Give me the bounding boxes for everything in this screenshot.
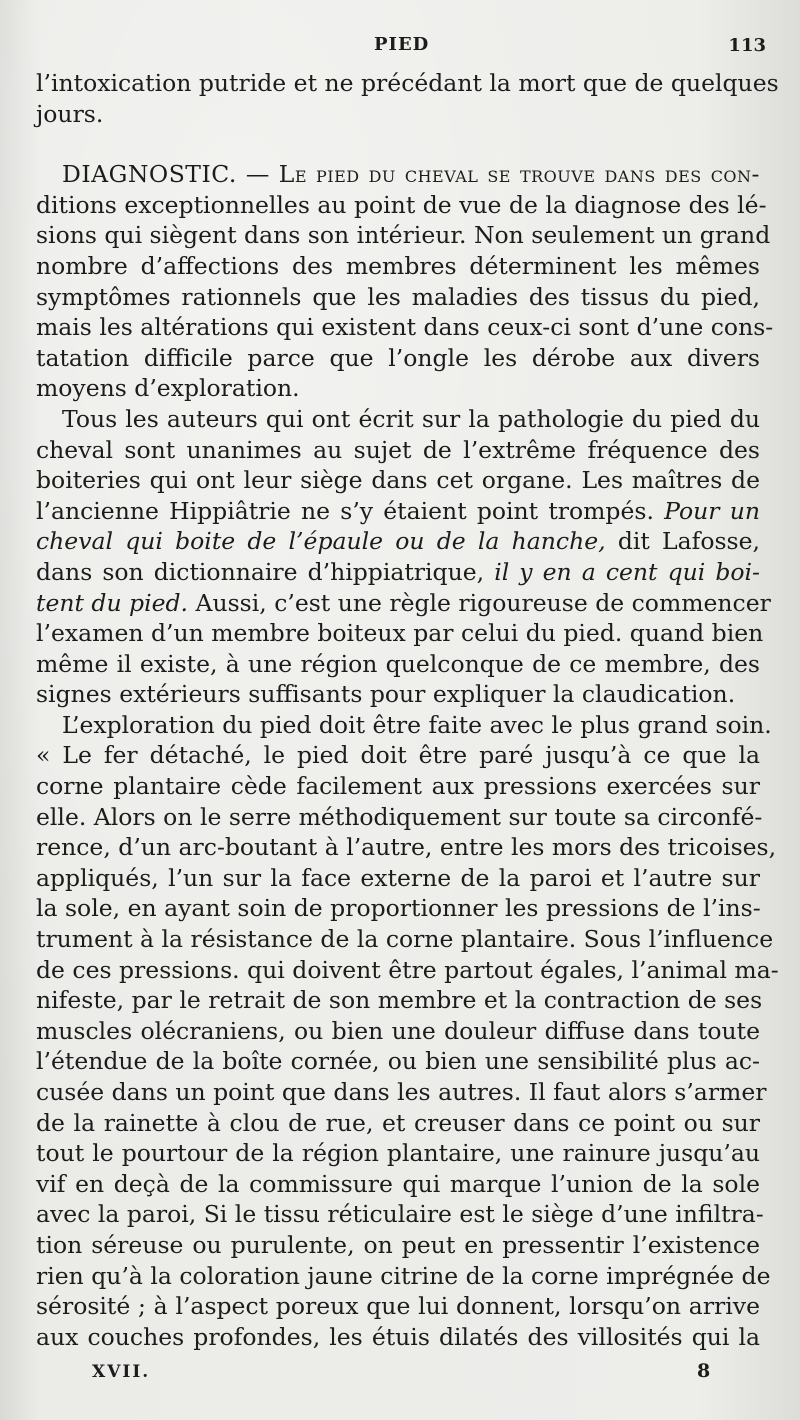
quotation-italic: il y en a cent qui boi- bbox=[494, 557, 760, 586]
quotation-italic: tent du pied. bbox=[36, 588, 189, 617]
text-line: elle. Alors on le serre méthodiquement sur toute sa circonfé- bbox=[36, 802, 763, 831]
text-line bbox=[36, 526, 760, 557]
text-line: muscles olécraniens, ou bien une douleur diffuse dans toute bbox=[36, 1016, 760, 1045]
text-line: l’intoxication putride et ne précédant la mort que de quelques bbox=[36, 69, 779, 97]
text-line: jours. bbox=[36, 99, 104, 128]
text-line: même il existe, à une région quelconque de ce membre, des bbox=[36, 649, 760, 678]
body-text bbox=[36, 68, 779, 1352]
text-line: l’étendue de la boîte cornée, ou bien une sensibilité plus ac- bbox=[36, 1047, 760, 1076]
text-line: cusée dans un point que dans les autres. Il faut alors s’armer bbox=[36, 1078, 767, 1106]
text-line: aux couches profondes, les étuis dilatés des villosités qui la bbox=[36, 1322, 760, 1351]
signature-mark: XVII. bbox=[92, 1362, 151, 1382]
text-line: moyens d’exploration. bbox=[36, 374, 300, 403]
text-line: rence, d’un arc-boutant à l’autre, entre les mors des tricoises, bbox=[36, 833, 777, 862]
running-title: PIED bbox=[374, 34, 430, 55]
text-line: sérosité ; à l’aspect poreux que lui donnent, lorsqu’on arrive bbox=[36, 1292, 760, 1321]
text-line: nifeste, par le retrait de son membre et la contraction de ses bbox=[36, 986, 763, 1015]
text-line: tion séreuse ou purulente, on peut en pressentir l’existence bbox=[36, 1230, 760, 1259]
text-line: mais les altérations qui existent dans ceux-ci sont d’une cons- bbox=[36, 313, 774, 342]
quotation-italic: Pour un bbox=[664, 496, 760, 525]
text-line: symptômes rationnels que les maladies des tissus du pied, bbox=[36, 282, 760, 311]
text-line: nombre d’affections des membres déterminent les mêmes bbox=[36, 251, 760, 280]
section-heading-diagnostic: DIAGNOSTIC. — Le pied du cheval se trouve dans des con- bbox=[62, 160, 760, 189]
page-footer bbox=[0, 1362, 800, 1392]
text-line bbox=[36, 588, 771, 619]
text-line: vif en deçà de la commissure qui marque l’union de la sole bbox=[36, 1169, 760, 1198]
text-line: « Le fer détaché, le pied doit être paré jusqu’à ce que la bbox=[36, 741, 760, 770]
text-line: corne plantaire cède facilement aux pressions exercées sur bbox=[36, 772, 760, 801]
text-line: avec la paroi, Si le tissu réticulaire est le siège d’une infiltra- bbox=[36, 1200, 764, 1229]
text-line: appliqués, l’un sur la face externe de la paroi et l’autre sur bbox=[36, 863, 760, 892]
page-number: 113 bbox=[728, 35, 766, 56]
text-line: de ces pressions. qui doivent être partout égales, l’animal ma- bbox=[36, 955, 779, 984]
text-line: la sole, en ayant soin de proportionner les pressions de l’ins- bbox=[36, 894, 761, 923]
text-line: L’exploration du pied doit être faite avec le plus grand soin. bbox=[62, 710, 772, 739]
text-line: tout le pourtour de la région plantaire, une rainure jusqu’au bbox=[36, 1139, 760, 1168]
text-line: de la rainette à clou de rue, et creuser dans ce point ou sur bbox=[36, 1108, 760, 1137]
text-line: cheval sont unanimes au sujet de l’extrême fréquence des bbox=[36, 435, 760, 464]
paragraph-gap bbox=[36, 129, 760, 159]
sheet-number: 8 bbox=[697, 1360, 711, 1382]
text-line: signes extérieurs suffisants pour expliquer la claudication. bbox=[36, 680, 736, 709]
running-header bbox=[0, 30, 800, 62]
text-fragment: l’ancienne Hippiâtrie ne s’y étaient point trompés. bbox=[36, 496, 654, 525]
text-fragment: Aussi, c’est une règle rigoureuse de commencer bbox=[195, 588, 771, 617]
quotation-italic: cheval qui boite de l’épaule ou de la hanche, bbox=[36, 527, 606, 556]
text-line: rien qu’à la coloration jaune citrine de la corne imprégnée de bbox=[36, 1261, 771, 1290]
text-line: boiteries qui ont leur siège dans cet organe. Les maîtres de bbox=[36, 466, 760, 495]
text-line: Tous les auteurs qui ont écrit sur la pathologie du pied du bbox=[62, 404, 760, 433]
text-line: sions qui siègent dans son intérieur. Non seulement un grand bbox=[36, 221, 771, 250]
text-fragment: dit Lafosse, bbox=[617, 527, 760, 556]
text-line bbox=[36, 159, 760, 190]
text-line: ditions exceptionnelles au point de vue de la diagnose des lé- bbox=[36, 190, 767, 219]
text-line bbox=[36, 557, 760, 588]
text-line bbox=[36, 496, 760, 527]
text-fragment: dans son dictionnaire d’hippiatrique, bbox=[36, 557, 485, 586]
text-line: l’examen d’un membre boiteux par celui du pied. quand bien bbox=[36, 619, 764, 648]
text-line: trument à la résistance de la corne plantaire. Sous l’influence bbox=[36, 925, 774, 954]
text-line: tatation difficile parce que l’ongle les dérobe aux divers bbox=[36, 343, 760, 372]
